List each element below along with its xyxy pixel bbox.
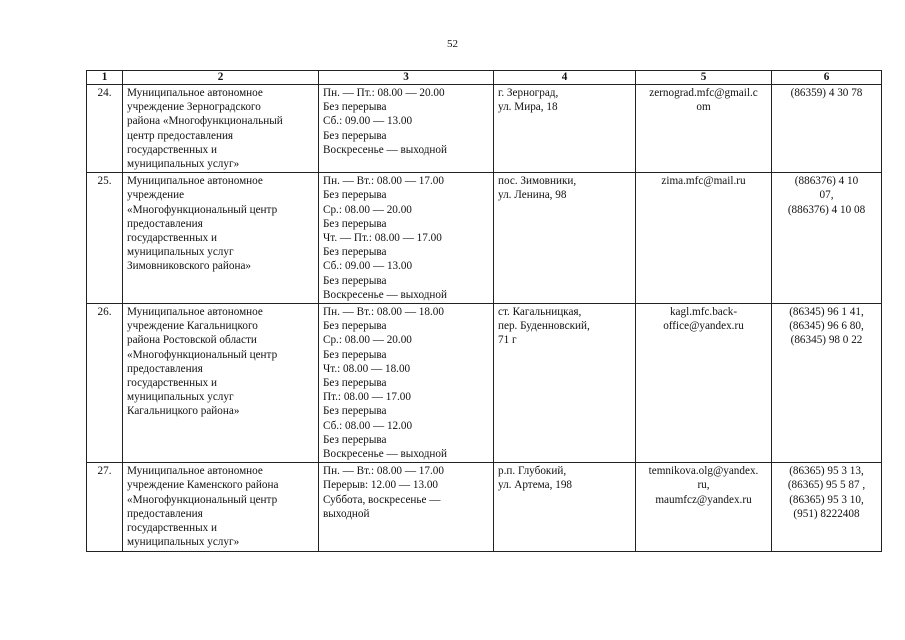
organization-name-line: муниципальных услуг [127,391,234,404]
phone-line: (86345) 96 1 41, [789,306,864,319]
organization-name-line: учреждение Кагальницкого [127,320,258,333]
organization-name-line: учреждение Каменского района [127,479,279,492]
email-line: ru, [697,479,710,492]
phone-line: 07, [819,189,834,202]
working-hours-line: Без перерыва [323,189,387,202]
working-hours-line: Сб.: 09.00 — 13.00 [323,260,413,273]
organization-name-line: района «Многофункциональный [127,115,283,128]
address-cell [494,173,636,304]
working-hours-line: Без перерыва [323,377,387,390]
email-line: office@yandex.ru [663,320,744,333]
working-hours-line: Сб.: 09.00 — 13.00 [323,115,413,128]
organization-name-line: государственных и [127,522,218,535]
working-hours-line: Суббота, воскресенье — [323,493,441,506]
phone-line: (86365) 95 3 10, [789,493,864,506]
organization-name-cell [123,173,319,304]
phone-line: (86365) 95 3 13, [789,465,864,478]
email-cell [636,85,772,173]
organization-name-line: Кагальницкого района» [127,405,240,418]
email-cell [636,304,772,463]
mfc-directory-table [86,70,882,552]
working-hours-line: Пн. — Вт.: 08.00 — 18.00 [323,306,444,319]
working-hours-line: Пн. — Вт.: 08.00 — 17.00 [323,465,444,478]
column-header-1: 1 [87,71,123,85]
working-hours-line: Пн. — Пт.: 08.00 — 20.00 [323,87,445,99]
table-row [87,85,882,173]
organization-name-line: муниципальных услуг» [127,158,240,171]
email-line: om [696,101,711,114]
working-hours-line: Без перерыва [323,129,387,142]
organization-name-cell [123,85,319,173]
address-line: ст. Кагальницкая, [498,306,582,319]
organization-name-line: центр предоставления [127,129,234,142]
email-line: kagl.mfc.back- [669,306,738,319]
address-line: пос. Зимовники, [498,175,577,188]
working-hours-line: Воскресенье — выходной [323,448,447,461]
working-hours-cell [319,463,494,551]
address-line: г. Зерноград, [498,87,559,99]
organization-name-line: государственных и [127,232,218,245]
organization-name-line: Муниципальное автономное [127,175,263,188]
organization-name-line: «Многофункциональный центр [127,203,278,216]
organization-name-line: учреждение Зерноградского [127,101,261,114]
address-line: пер. Буденновский, [498,320,590,333]
working-hours-cell [319,304,494,463]
column-header-4: 4 [494,71,636,85]
row-number-cell: 26. [87,304,123,463]
organization-name-line: Зимовниковского района» [127,260,252,273]
working-hours-line: Чт. — Пт.: 08.00 — 17.00 [323,232,442,245]
address-cell [494,304,636,463]
organization-name-line: района Ростовской области [127,334,257,347]
email-cell [636,173,772,304]
working-hours-cell [319,173,494,304]
organization-name-line: государственных и [127,143,218,156]
organization-name-line: предоставления [127,217,203,230]
header-row [87,71,882,85]
address-cell [494,85,636,173]
phone-line: (86345) 96 6 80, [789,320,864,333]
working-hours-line: Без перерыва [323,405,387,418]
organization-name-cell [123,304,319,463]
phone-line: (86345) 98 0 22 [790,334,863,347]
working-hours-line: Ср.: 08.00 — 20.00 [323,203,412,216]
table-row [87,173,882,304]
organization-name-line: муниципальных услуг» [127,536,240,549]
working-hours-line: Воскресенье — выходной [323,143,447,156]
organization-name-line: «Многофункциональный центр [127,493,278,506]
table-row [87,463,882,551]
organization-name-line: предоставления [127,507,203,520]
working-hours-line: Перерыв: 12.00 — 13.00 [323,479,439,492]
email-cell [636,463,772,551]
address-line: ул. Ленина, 98 [498,189,567,202]
working-hours-line: Пн. — Вт.: 08.00 — 17.00 [323,175,444,188]
phone-line: (886376) 4 10 08 [787,203,866,216]
working-hours-line: Без перерыва [323,320,387,333]
phone-line: (886376) 4 10 [794,175,859,188]
address-line: 71 г [498,334,517,347]
address-line: ул. Мира, 18 [498,101,558,114]
row-number-cell: 27. [87,463,123,551]
working-hours-line: Без перерыва [323,433,387,446]
phone-cell [772,173,882,304]
address-line: р.п. Глубокий, [498,465,567,478]
working-hours-line: Воскресенье — выходной [323,288,447,301]
working-hours-line: Без перерыва [323,101,387,114]
phone-cell [772,304,882,463]
column-header-5: 5 [636,71,772,85]
address-cell [494,463,636,551]
address-line: ул. Артема, 198 [498,479,573,492]
organization-name-line: Муниципальное автономное [127,306,263,319]
row-number-cell: 24. [87,85,123,173]
organization-name-line: учреждение [127,189,185,202]
working-hours-line: Чт.: 08.00 — 18.00 [323,362,411,375]
phone-line: (86365) 95 5 87 , [787,479,866,492]
working-hours-line: Сб.: 08.00 — 12.00 [323,419,413,432]
email-line: zima.mfc@mail.ru [661,175,746,188]
phone-cell [772,463,882,551]
organization-name-line: предоставления [127,362,203,375]
column-header-3: 3 [319,71,494,85]
working-hours-line: Ср.: 08.00 — 20.00 [323,334,412,347]
table-body [87,85,882,552]
working-hours-cell [319,85,494,173]
phone-cell [772,85,882,173]
working-hours-line: Без перерыва [323,246,387,259]
organization-name-cell [123,463,319,551]
organization-name-line: муниципальных услуг [127,246,234,259]
working-hours-line: Без перерыва [323,274,387,287]
column-header-2: 2 [123,71,319,85]
email-line: temnikova.olg@yandex. [648,465,759,478]
organization-name-line: государственных и [127,377,218,390]
organization-name-line: «Многофункциональный центр [127,348,278,361]
email-line: zernograd.mfc@gmail.c [649,87,758,99]
row-number-cell: 25. [87,173,123,304]
phone-line: (86359) 4 30 78 [790,87,863,99]
working-hours-line: Без перерыва [323,217,387,230]
column-header-6: 6 [772,71,882,85]
email-line: maumfcz@yandex.ru [655,493,752,506]
working-hours-line: Пт.: 08.00 — 17.00 [323,391,411,404]
phone-line: (951) 8222408 [793,507,860,520]
page-number: 52 [447,38,458,50]
working-hours-line: Без перерыва [323,348,387,361]
working-hours-line: выходной [323,507,370,520]
organization-name-line: Муниципальное автономное [127,87,263,99]
organization-name-line: Муниципальное автономное [127,465,263,478]
table-row [87,304,882,463]
